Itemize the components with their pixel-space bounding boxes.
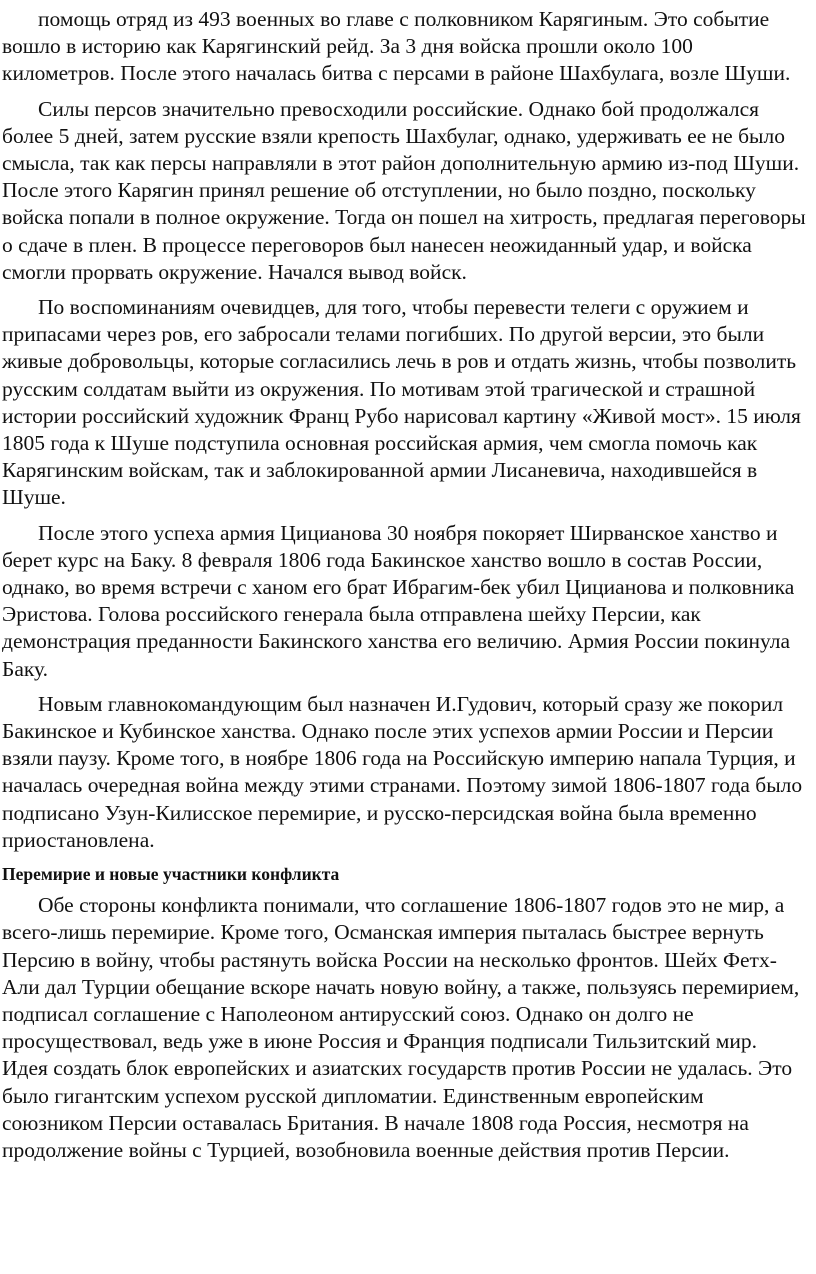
paragraph-karyagin-raid: помощь отряд из 493 военных во главе с полковником Карягиным. Это событие вошло в историю как Карягинский рейд. За 3 дня войска прошли около 100 километров. После этого началась битва с персами в районе Шахбулага, возле Шуши.: [2, 7, 791, 86]
paragraph-living-bridge: По воспоминаниям очевидцев, для того, чтобы перевести телеги с оружием и припасами через ров, его забросали телами погибших. По другой версии, это были живые добровольцы, которые согласились лечь в ров и отдать жизнь, чтобы позволить русским солдатам выйти из окружения. По мотивам этой трагической и страшной истории российский художник Франц Рубо нарисовал картину «Живой мост». 15 июля 1805 года к Шуше подступила основная российская армия, чем смогла помочь как Карягинским войскам, так и заблокированной армии Лисаневича, находившейся в Шуше.: [2, 295, 801, 510]
section-heading: Перемирие и новые участники конфликта: [2, 864, 340, 885]
paragraph-gudovich: Новым главнокомандующим был назначен И.Гудович, который сразу же покорил Бакинское и Кубинское ханства. Однако после этих успехов армии России и Персии взяли паузу. Кроме того, в ноябре 1806 года на Российскую империю напала Турция, и началась очередная война между этими странами. Поэтому зимой 1806-1807 года было подписано Узун-Килисское перемирие, и русско-персидская война была временно приостановлена.: [2, 691, 803, 852]
paragraph-truce: Обе стороны конфликта понимали, что соглашение 1806-1807 годов это не мир, а всего-лишь перемирие. Кроме того, Османская империя пыталась быстрее вернуть Персию в войну, чтобы растянуть войска России на несколько фронтов. Шейх Фетх-Али дал Турции обещание вскоре начать новую войну, а также, пользуясь перемирием, подписал соглашение с Наполеоном антирусский союз. Однако он долго не просуществовал, ведь уже в июне Россия и Франция подписали Тильзитский мир. Идея создать блок европейских и азиатских государств против России не удалась. Это было гигантским успехом русской дипломатии. Единственным европейским союзником Персии оставалась Британия. В начале 1808 года Россия, несмотря на продолжение войны с Турцией, возобновила военные действия против Персии.: [2, 893, 800, 1162]
paragraph-tsitsianov: После этого успеха армия Цицианова 30 ноября покоряет Ширванское ханство и берет курс на Баку. 8 февраля 1806 года Бакинское ханство вошло в состав России, однако, во время встречи с ханом его брат Ибрагим-бек убил Цицианова и полковника Эристова. Голова российского генерала была отправлена шейху Персии, как демонстрация преданности Бакинского ханства его величию. Армия России покинула Баку.: [2, 520, 795, 681]
paragraph-shahbulag-battle: Силы персов значительно превосходили российские. Однако бой продолжался более 5 дней, затем русские взяли крепость Шахбулаг, однако, удерживать ее не было смысла, так как персы направляли в этот район дополнительную армию из-под Шуши. После этого Карягин принял решение об отступлении, но было поздно, поскольку войска попали в полное окружение. Тогда он пошел на хитрость, предлагая переговоры о сдаче в плен. В процессе переговоров был нанесен неожиданный удар, и войска смогли прорвать окружение. Начался вывод войск.: [2, 96, 806, 284]
